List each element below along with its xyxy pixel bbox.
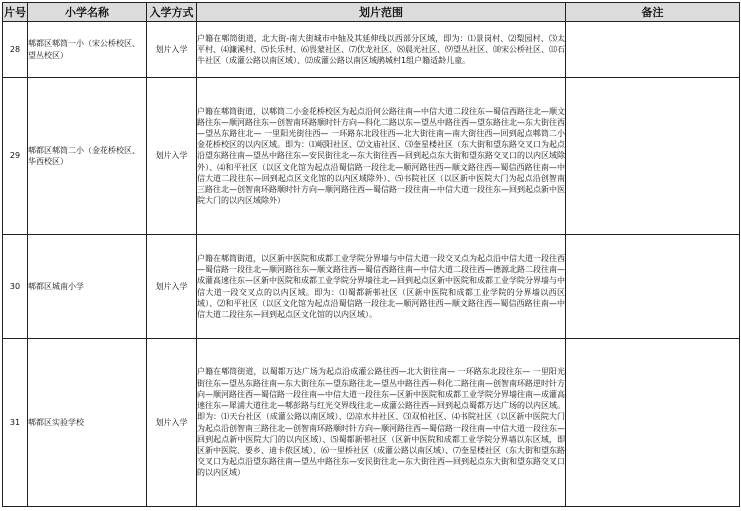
table-row: [3, 78, 740, 235]
note-cell: [566, 22, 740, 78]
district-range: 户籍在郫筒街道，以蜀都万达广场为起点沿成灌公路往西—北大街往南— 一环路东北段往东— 一里阳光街往东—望丛东路往南—东大街往东—望东路往北—望丛中路往西—科化二路往南—创智南环路逆时针方向—顺河路往西—蜀信路一段往南—中信大道一段往东—区新中医院和成都工业学院分界墙往南—成灌高速往东—犀浦大道往北—郫彭路与红光交界线往北—成灌公路往西—回到起点蜀都万达广场的以内区域。即为：⑴天台社区（成灌公路以南区域）、⑵凉水井社区、⑶双柏社区、⑷书院社区（以区新中医院大门为起点沿创智南三路往北—创智南环路顺时针方向—顺河路往西—蜀信路一段往南—中信大道一段往东—回到起点新中医院大门的以内区域）、⑸蜀都新邨社区（区新中医院和成都工业学院分界墙以东区域，即区新中医院、要乡、迪卡侬区域）、⑹一里桥社区（成灌公路以南区域）、⑺奎星楼社区（东大街和望东路交叉口为起点沿望东路往南—望丛中路往东—安民街往北—东大街往西—回到起点东大街和望东路交叉口的以内区域）: [197, 339, 566, 507]
school-name: 郫都区实验学校: [28, 339, 147, 507]
school-name: 郫都区郫筒二小（金花桥校区、华西校区）: [28, 78, 147, 235]
note-cell: [566, 339, 740, 507]
row-number: 31: [3, 339, 28, 507]
header-enrollment-mode: 入学方式: [147, 3, 197, 22]
table-row: [3, 235, 740, 339]
school-district-table: [2, 2, 740, 507]
enrollment-mode: 划片入学: [147, 78, 197, 235]
school-name: 郫都区城南小学: [28, 235, 147, 339]
note-cell: [566, 78, 740, 235]
enrollment-mode: 划片入学: [147, 339, 197, 507]
table-row: [3, 339, 740, 507]
row-number: 30: [3, 235, 28, 339]
school-name: 郫都区郫筒一小（宋公桥校区、望丛校区）: [28, 22, 147, 78]
header-number: 片号: [3, 3, 28, 22]
note-cell: [566, 235, 740, 339]
header-note: 备注: [566, 3, 740, 22]
header-district-range: 划片范围: [197, 3, 566, 22]
enrollment-mode: 划片入学: [147, 235, 197, 339]
table-header-row: [3, 3, 740, 22]
district-range: 户籍在郫筒街道，以区新中医院和成都工业学院分界墙与中信大道一段交叉点为起点沿中信大道一段往西—蜀信路一段往北—顺河路往东—顺文路往西—蜀信西路往南—中信大道二段往西—德源北路二段往南—成灌高速往东—区新中医院和成都工业学院分界墙往北—回到起点区新中医院和成都工业学院分界墙与中信大道一段交叉点的以内区域。即为：⑴蜀都新邨社区（区新中医院和成都工业学院的分界墙以西区域）、⑵和平社区（以区文化馆为起点沿蜀信路一段往北—顺河路往西—顺文路往西—蜀信西路往南—中信大道二段往东—回到起点区文化馆的以内区域）。: [197, 235, 566, 339]
district-range: 户籍在郫筒街道，北大街-南大街城市中轴及其延伸线以西部分区域，即为：⑴景岗村、⑵梨园村、⑶太平村、⑷濂溪村、⑸长乐村、⑹畏蒙社区、⑺伏龙社区、⑻晨光社区、⑼望丛社区、⑽宋公桥社区、⑾石牛社区（成灌公路以南区域）、⑿成灌公路以南区域鹃城村1组户籍适龄儿童。: [197, 22, 566, 78]
table-row: [3, 22, 740, 78]
header-school-name: 小学名称: [28, 3, 147, 22]
row-number: 28: [3, 22, 28, 78]
row-number: 29: [3, 78, 28, 235]
enrollment-mode: 划片入学: [147, 22, 197, 78]
district-range: 户籍在郫筒街道，以郫筒二小金花桥校区为起点沿何公路往南—中信大道二段往东—蜀信西路往北—顺文路往东—顺河路往东—创智南环路顺时针方向—科化二路以东—望丛中路往西—望东路往北—东大街往西—望丛东路往北— 一里阳光街往西— 一环路东北段往西—北大街往南—南大街往西—回到起点郫筒二小金花桥校区的以内区域。即为：⑴岷阳社区、⑵文庙社区、⑶奎星楼社区（东大街和望东路交叉口为起点沿望东路往南—望丛中路往东—安民街往北—东大街往西—回到起点东大街和望东路交叉口的以内区域除外）、⑷和平社区（以区文化馆为起点沿蜀信路一段往北—顺河路往西—顺文路往西—蜀信西路往南—中信大道二段往东—回到起点区文化馆的以内区域除外）、⑸书院社区（以区新中医院大门为起点沿创智南三路往北—创智南环路顺时针方向—顺河路往西—蜀信路一段往南—中信大道一段往东—回到起点新中医院大门的以内区域除外）: [197, 78, 566, 235]
